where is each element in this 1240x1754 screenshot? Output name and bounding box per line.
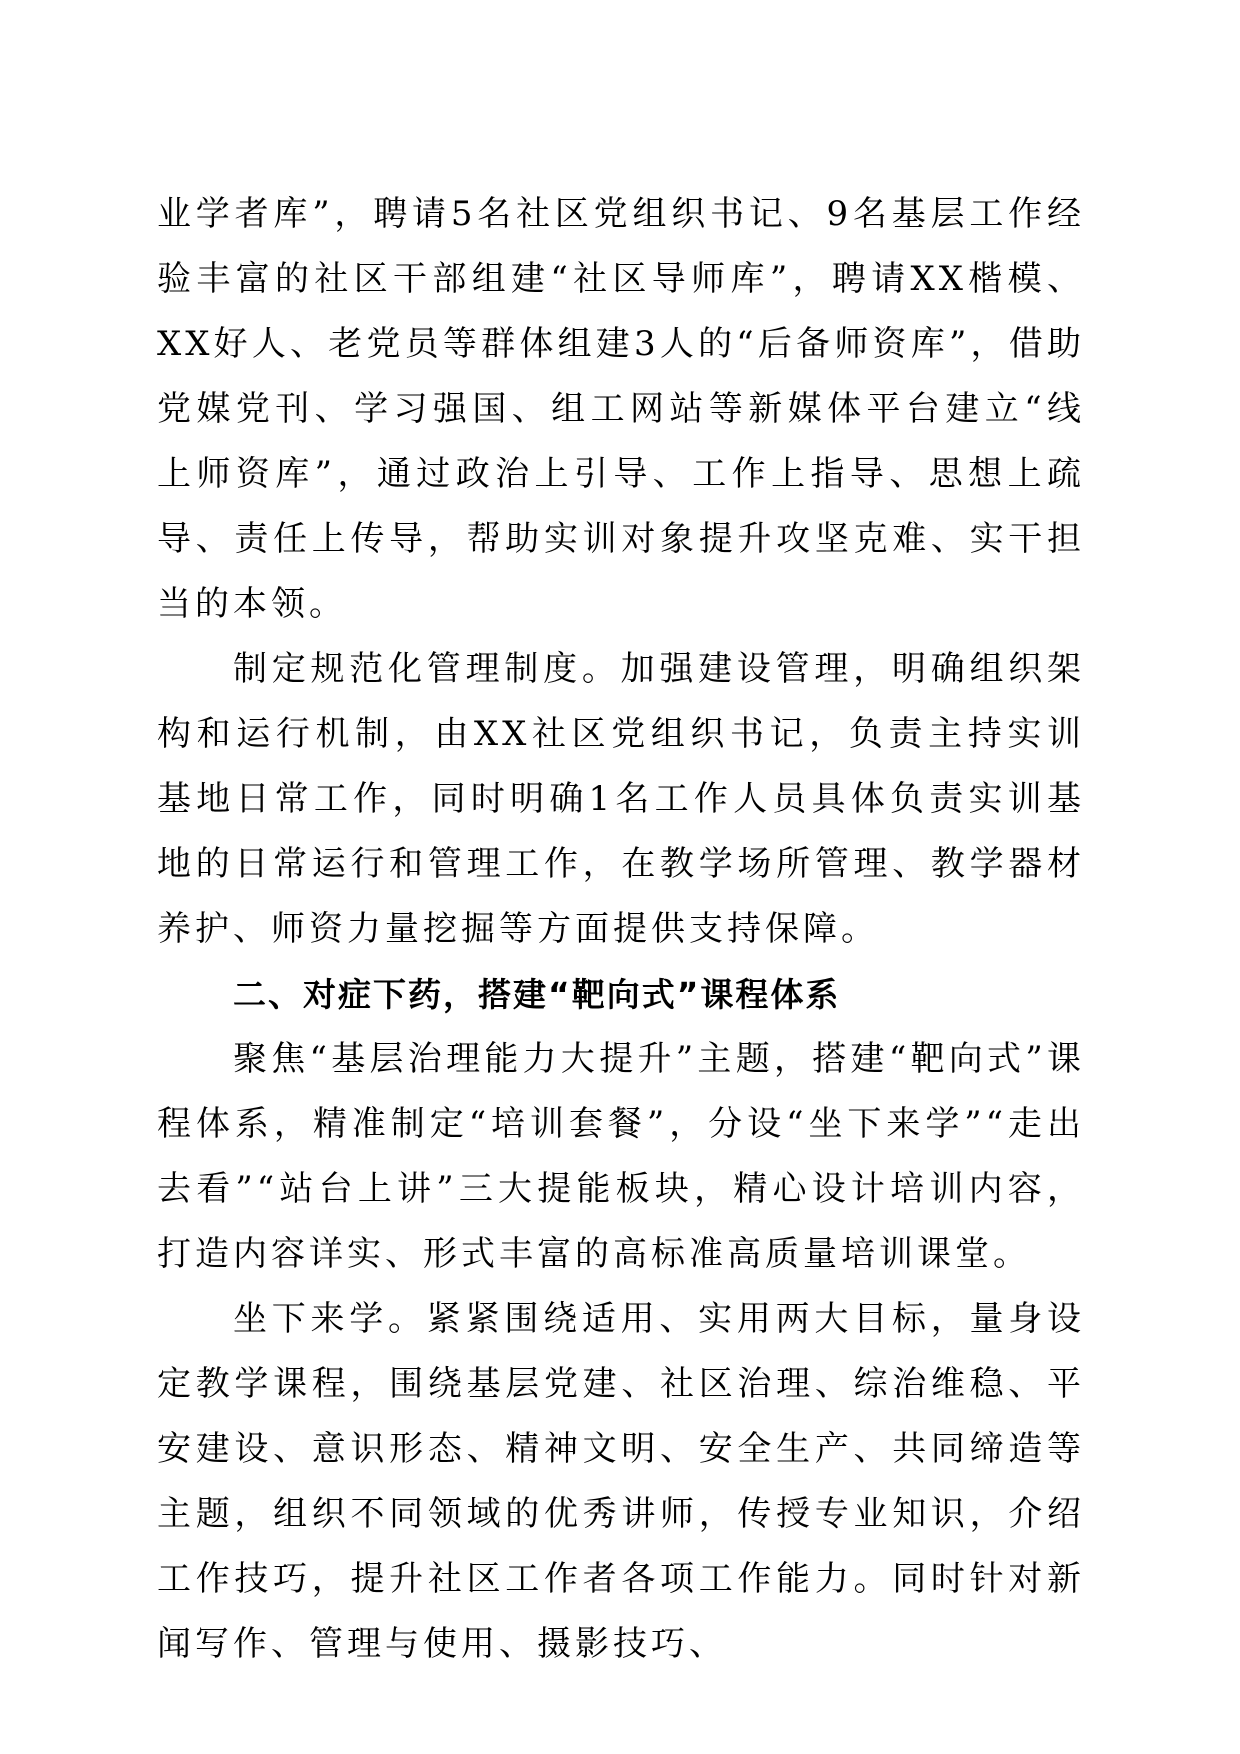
paragraph-management-system: 制定规范化管理制度。加强建设管理，明确组织架构和运行机制，由XX社区党组织书记，负责主持实训基地日常工作，同时明确1名工作人员具体负责实训基地的日常运行和管理工作，在教学场所管理、教学器材养护、师资力量挖掘等方面提供支持保障。 <box>157 649 1085 949</box>
paragraph-expert-library: 业学者库”，聘请5名社区党组织书记、9名基层工作经验丰富的社区干部组建“社区导师库”，聘请XX楷模、XX好人、老党员等群体组建3人的“后备师资库”，借助党媒党刊、学习强国、组工网站等新媒体平台建立“线上师资库”，通过政治上引导、工作上指导、思想上疏导、责任上传导，帮助实训对象提升攻坚克难、实干担当的本领。 <box>157 194 1085 624</box>
section-heading: 二、对症下药，搭建“靶向式”课程体系 <box>233 975 841 1014</box>
paragraph-course-system: 聚焦“基层治理能力大提升”主题，搭建“靶向式”课程体系，精准制定“培训套餐”，分设“坐下来学”“走出去看”“站台上讲”三大提能板块，精心设计培训内容，打造内容详实、形式丰富的高标准高质量培训课堂。 <box>157 1039 1085 1274</box>
paragraph-sit-down-learning: 坐下来学。紧紧围绕适用、实用两大目标，量身设定教学课程，围绕基层党建、社区治理、综治维稳、平安建设、意识形态、精神文明、安全生产、共同缔造等主题，组织不同领域的优秀讲师，传授专业知识，介绍工作技巧，提升社区工作者各项工作能力。同时针对新闻写作、管理与使用、摄影技巧、 <box>157 1299 1085 1664</box>
document-body <box>157 182 1085 1677</box>
